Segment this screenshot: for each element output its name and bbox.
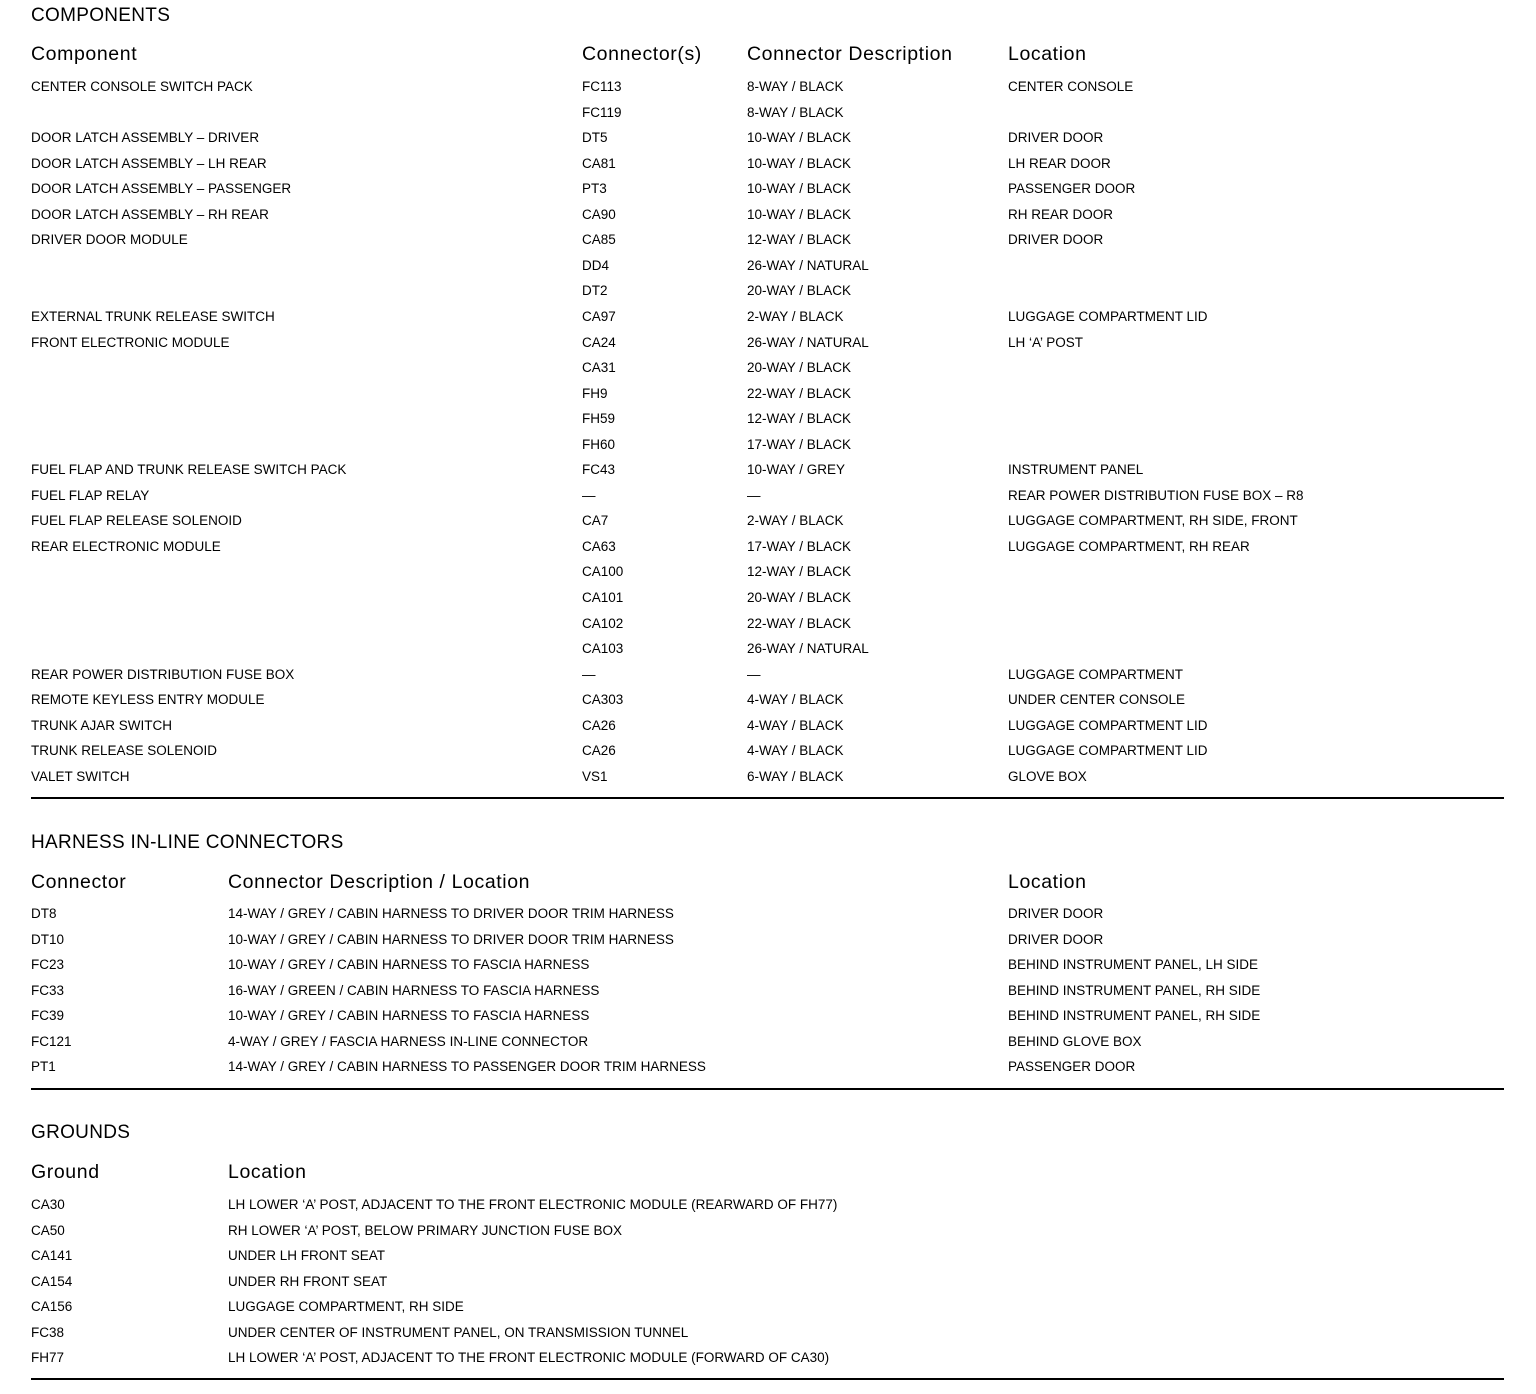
connector-description: 12-WAY / BLACK — [747, 232, 852, 248]
harness-location: BEHIND GLOVE BOX — [1008, 1033, 1142, 1049]
connector-id: VS1 — [582, 768, 608, 784]
ground-location: RH LOWER ‘A’ POST, BELOW PRIMARY JUNCTION FUSE BOX — [228, 1222, 623, 1238]
component-name: DOOR LATCH ASSEMBLY – LH REAR — [31, 155, 267, 171]
component-location: UNDER CENTER CONSOLE — [1008, 692, 1186, 708]
connector-description: 20-WAY / BLACK — [747, 283, 852, 299]
harness-location: BEHIND INSTRUMENT PANEL, RH SIDE — [1008, 1008, 1261, 1024]
connector-description: 26-WAY / NATURAL — [747, 257, 869, 273]
connector-id: DT5 — [582, 130, 608, 146]
connector-description: 8-WAY / BLACK — [747, 79, 844, 94]
connector-description: 2-WAY / BLACK — [747, 513, 844, 529]
harness-location: PASSENGER DOOR — [1008, 1059, 1136, 1075]
harness-description: 4-WAY / GREY / FASCIA HARNESS IN-LINE CONNECTOR — [228, 1033, 589, 1049]
connector-description: 10-WAY / BLACK — [747, 155, 852, 171]
ground-id: CA30 — [31, 1197, 65, 1212]
section-divider — [31, 797, 1504, 799]
connector-description: 20-WAY / BLACK — [747, 590, 852, 605]
ground-location: LH LOWER ‘A’ POST, ADJACENT TO THE FRONT ELECTRONIC MODULE (REARWARD OF FH77) — [228, 1197, 838, 1212]
connector-id: CA102 — [582, 615, 624, 631]
connector-description: 17-WAY / BLACK — [747, 436, 852, 452]
component-location: PASSENGER DOOR — [1008, 181, 1136, 197]
section-divider — [31, 1378, 1504, 1380]
connector-id: FC119 — [582, 104, 622, 120]
connector-description: 22-WAY / BLACK — [747, 615, 852, 631]
connector-description: 8-WAY / BLACK — [747, 104, 844, 120]
connector-description: 6-WAY / BLACK — [747, 768, 844, 784]
connector-id: CA7 — [582, 513, 609, 529]
connector-description: 2-WAY / BLACK — [747, 308, 844, 324]
connector-id: CA24 — [582, 334, 616, 350]
connector-description: 20-WAY / BLACK — [747, 360, 852, 376]
harness-description: 10-WAY / GREY / CABIN HARNESS TO DRIVER DOOR TRIM HARNESS — [228, 931, 674, 947]
harness-description: 10-WAY / GREY / CABIN HARNESS TO FASCIA HARNESS — [228, 957, 590, 973]
ground-id: CA50 — [31, 1222, 65, 1238]
connector-description: — — [747, 487, 761, 503]
connector-id: CA26 — [582, 743, 616, 759]
harness-connector-header: Connector — [31, 871, 127, 893]
harness-location: BEHIND INSTRUMENT PANEL, RH SIDE — [1008, 982, 1261, 998]
component-name: REAR POWER DISTRIBUTION FUSE BOX — [31, 666, 295, 682]
harness-title: HARNESS IN-LINE CONNECTORS — [31, 832, 344, 853]
ground-location: LUGGAGE COMPARTMENT, RH SIDE — [228, 1299, 464, 1314]
component-location: LUGGAGE COMPARTMENT — [1008, 666, 1184, 682]
connector-id: DT2 — [582, 283, 608, 299]
ground-header: Ground — [31, 1161, 100, 1183]
component-location: CENTER CONSOLE — [1008, 79, 1134, 94]
component-name: DRIVER DOOR MODULE — [31, 232, 188, 248]
ground-id: CA154 — [31, 1273, 73, 1289]
harness-connector-id: DT10 — [31, 931, 65, 947]
component-location: INSTRUMENT PANEL — [1008, 462, 1144, 478]
connector-id: CA85 — [582, 232, 616, 248]
ground-location: LH LOWER ‘A’ POST, ADJACENT TO THE FRONT ELECTRONIC MODULE (FORWARD OF CA30) — [228, 1350, 830, 1365]
connector-id: CA90 — [582, 206, 616, 222]
connector-id: CA100 — [582, 564, 624, 580]
connector-description: 10-WAY / BLACK — [747, 181, 852, 197]
connector-description: 22-WAY / BLACK — [747, 385, 852, 401]
component-name: DOOR LATCH ASSEMBLY – DRIVER — [31, 130, 260, 146]
component-location: LH REAR DOOR — [1008, 155, 1111, 171]
component-name: VALET SWITCH — [31, 768, 130, 784]
ground-location: UNDER RH FRONT SEAT — [228, 1273, 388, 1289]
component-location: LUGGAGE COMPARTMENT LID — [1008, 743, 1208, 759]
connector-id: FH59 — [582, 411, 616, 427]
ground-id: CA141 — [31, 1248, 73, 1263]
ground-id: FC38 — [31, 1324, 65, 1340]
component-location: DRIVER DOOR — [1008, 130, 1104, 146]
connectors-header: Connector(s) — [582, 43, 702, 65]
harness-description: 14-WAY / GREY / CABIN HARNESS TO PASSENGER DOOR TRIM HARNESS — [228, 1059, 706, 1075]
component-name: EXTERNAL TRUNK RELEASE SWITCH — [31, 308, 275, 324]
ground-location: UNDER LH FRONT SEAT — [228, 1248, 386, 1263]
connector-description: 10-WAY / BLACK — [747, 130, 852, 146]
component-name: DOOR LATCH ASSEMBLY – PASSENGER — [31, 181, 292, 197]
connector-id: CA103 — [582, 641, 624, 657]
connector-description: 10-WAY / BLACK — [747, 206, 852, 222]
connector-id: DD4 — [582, 257, 610, 273]
component-name: FUEL FLAP RELEASE SOLENOID — [31, 513, 242, 529]
component-location: GLOVE BOX — [1008, 768, 1087, 784]
component-name: FUEL FLAP RELAY — [31, 487, 150, 503]
connector-id: CA97 — [582, 308, 616, 324]
harness-location: BEHIND INSTRUMENT PANEL, LH SIDE — [1008, 957, 1259, 973]
connector-description: — — [747, 666, 761, 682]
connector-description: 4-WAY / BLACK — [747, 692, 844, 708]
components-title: COMPONENTS — [31, 5, 171, 26]
harness-location-header: Location — [1008, 871, 1087, 893]
connector-id: CA101 — [582, 590, 624, 605]
harness-connector-id: FC121 — [31, 1033, 72, 1049]
connector-description: 10-WAY / GREY — [747, 462, 846, 478]
component-name: FRONT ELECTRONIC MODULE — [31, 334, 230, 350]
component-location: LH ‘A’ POST — [1008, 334, 1084, 350]
connector-id: CA26 — [582, 717, 616, 733]
grounds-title: GROUNDS — [31, 1122, 131, 1143]
harness-connector-id: FC23 — [31, 957, 65, 973]
connector-id: — — [582, 666, 596, 682]
connector-id: PT3 — [582, 181, 607, 197]
connector-id: FC113 — [582, 79, 622, 94]
component-name: CENTER CONSOLE SWITCH PACK — [31, 79, 253, 94]
harness-description: 16-WAY / GREEN / CABIN HARNESS TO FASCIA HARNESS — [228, 982, 600, 998]
ground-id: FH77 — [31, 1350, 65, 1365]
harness-connector-id: FC33 — [31, 982, 65, 998]
harness-description-header: Connector Description / Location — [228, 871, 531, 893]
component-location: REAR POWER DISTRIBUTION FUSE BOX – R8 — [1008, 487, 1304, 503]
component-location: LUGGAGE COMPARTMENT LID — [1008, 717, 1208, 733]
connector-description: 4-WAY / BLACK — [747, 743, 844, 759]
connector-id: CA303 — [582, 692, 624, 708]
component-location: LUGGAGE COMPARTMENT, RH REAR — [1008, 538, 1250, 554]
connector-id: FC43 — [582, 462, 616, 478]
ground-id: CA156 — [31, 1299, 73, 1314]
harness-connector-id: PT1 — [31, 1059, 56, 1075]
component-name: FUEL FLAP AND TRUNK RELEASE SWITCH PACK — [31, 462, 347, 478]
component-header: Component — [31, 43, 138, 65]
ground-location: UNDER CENTER OF INSTRUMENT PANEL, ON TRANSMISSION TUNNEL — [228, 1324, 689, 1340]
harness-connector-id: DT8 — [31, 906, 57, 921]
connector-description-header: Connector Description — [747, 43, 953, 65]
component-name: REAR ELECTRONIC MODULE — [31, 538, 221, 554]
component-location: LUGGAGE COMPARTMENT LID — [1008, 308, 1208, 324]
harness-description: 10-WAY / GREY / CABIN HARNESS TO FASCIA HARNESS — [228, 1008, 590, 1024]
connector-description: 12-WAY / BLACK — [747, 564, 852, 580]
connector-description: 26-WAY / NATURAL — [747, 641, 869, 657]
connector-description: 12-WAY / BLACK — [747, 411, 852, 427]
component-name: DOOR LATCH ASSEMBLY – RH REAR — [31, 206, 269, 222]
component-name: REMOTE KEYLESS ENTRY MODULE — [31, 692, 265, 708]
section-divider — [31, 1088, 1504, 1090]
connector-id: FH9 — [582, 385, 608, 401]
harness-connector-id: FC39 — [31, 1008, 65, 1024]
component-location: RH REAR DOOR — [1008, 206, 1114, 222]
harness-location: DRIVER DOOR — [1008, 906, 1104, 921]
connector-description: 26-WAY / NATURAL — [747, 334, 869, 350]
connector-id: CA81 — [582, 155, 616, 171]
ground-location-header: Location — [228, 1161, 307, 1183]
component-location: LUGGAGE COMPARTMENT, RH SIDE, FRONT — [1008, 513, 1298, 529]
location-header: Location — [1008, 43, 1087, 65]
connector-id: CA31 — [582, 360, 616, 376]
connector-id: — — [582, 487, 596, 503]
connector-id: FH60 — [582, 436, 616, 452]
connector-description: 4-WAY / BLACK — [747, 717, 844, 733]
component-location: DRIVER DOOR — [1008, 232, 1104, 248]
harness-description: 14-WAY / GREY / CABIN HARNESS TO DRIVER DOOR TRIM HARNESS — [228, 906, 674, 921]
component-name: TRUNK AJAR SWITCH — [31, 717, 173, 733]
harness-location: DRIVER DOOR — [1008, 931, 1104, 947]
component-name: TRUNK RELEASE SOLENOID — [31, 743, 218, 759]
connector-description: 17-WAY / BLACK — [747, 538, 852, 554]
connector-id: CA63 — [582, 538, 616, 554]
